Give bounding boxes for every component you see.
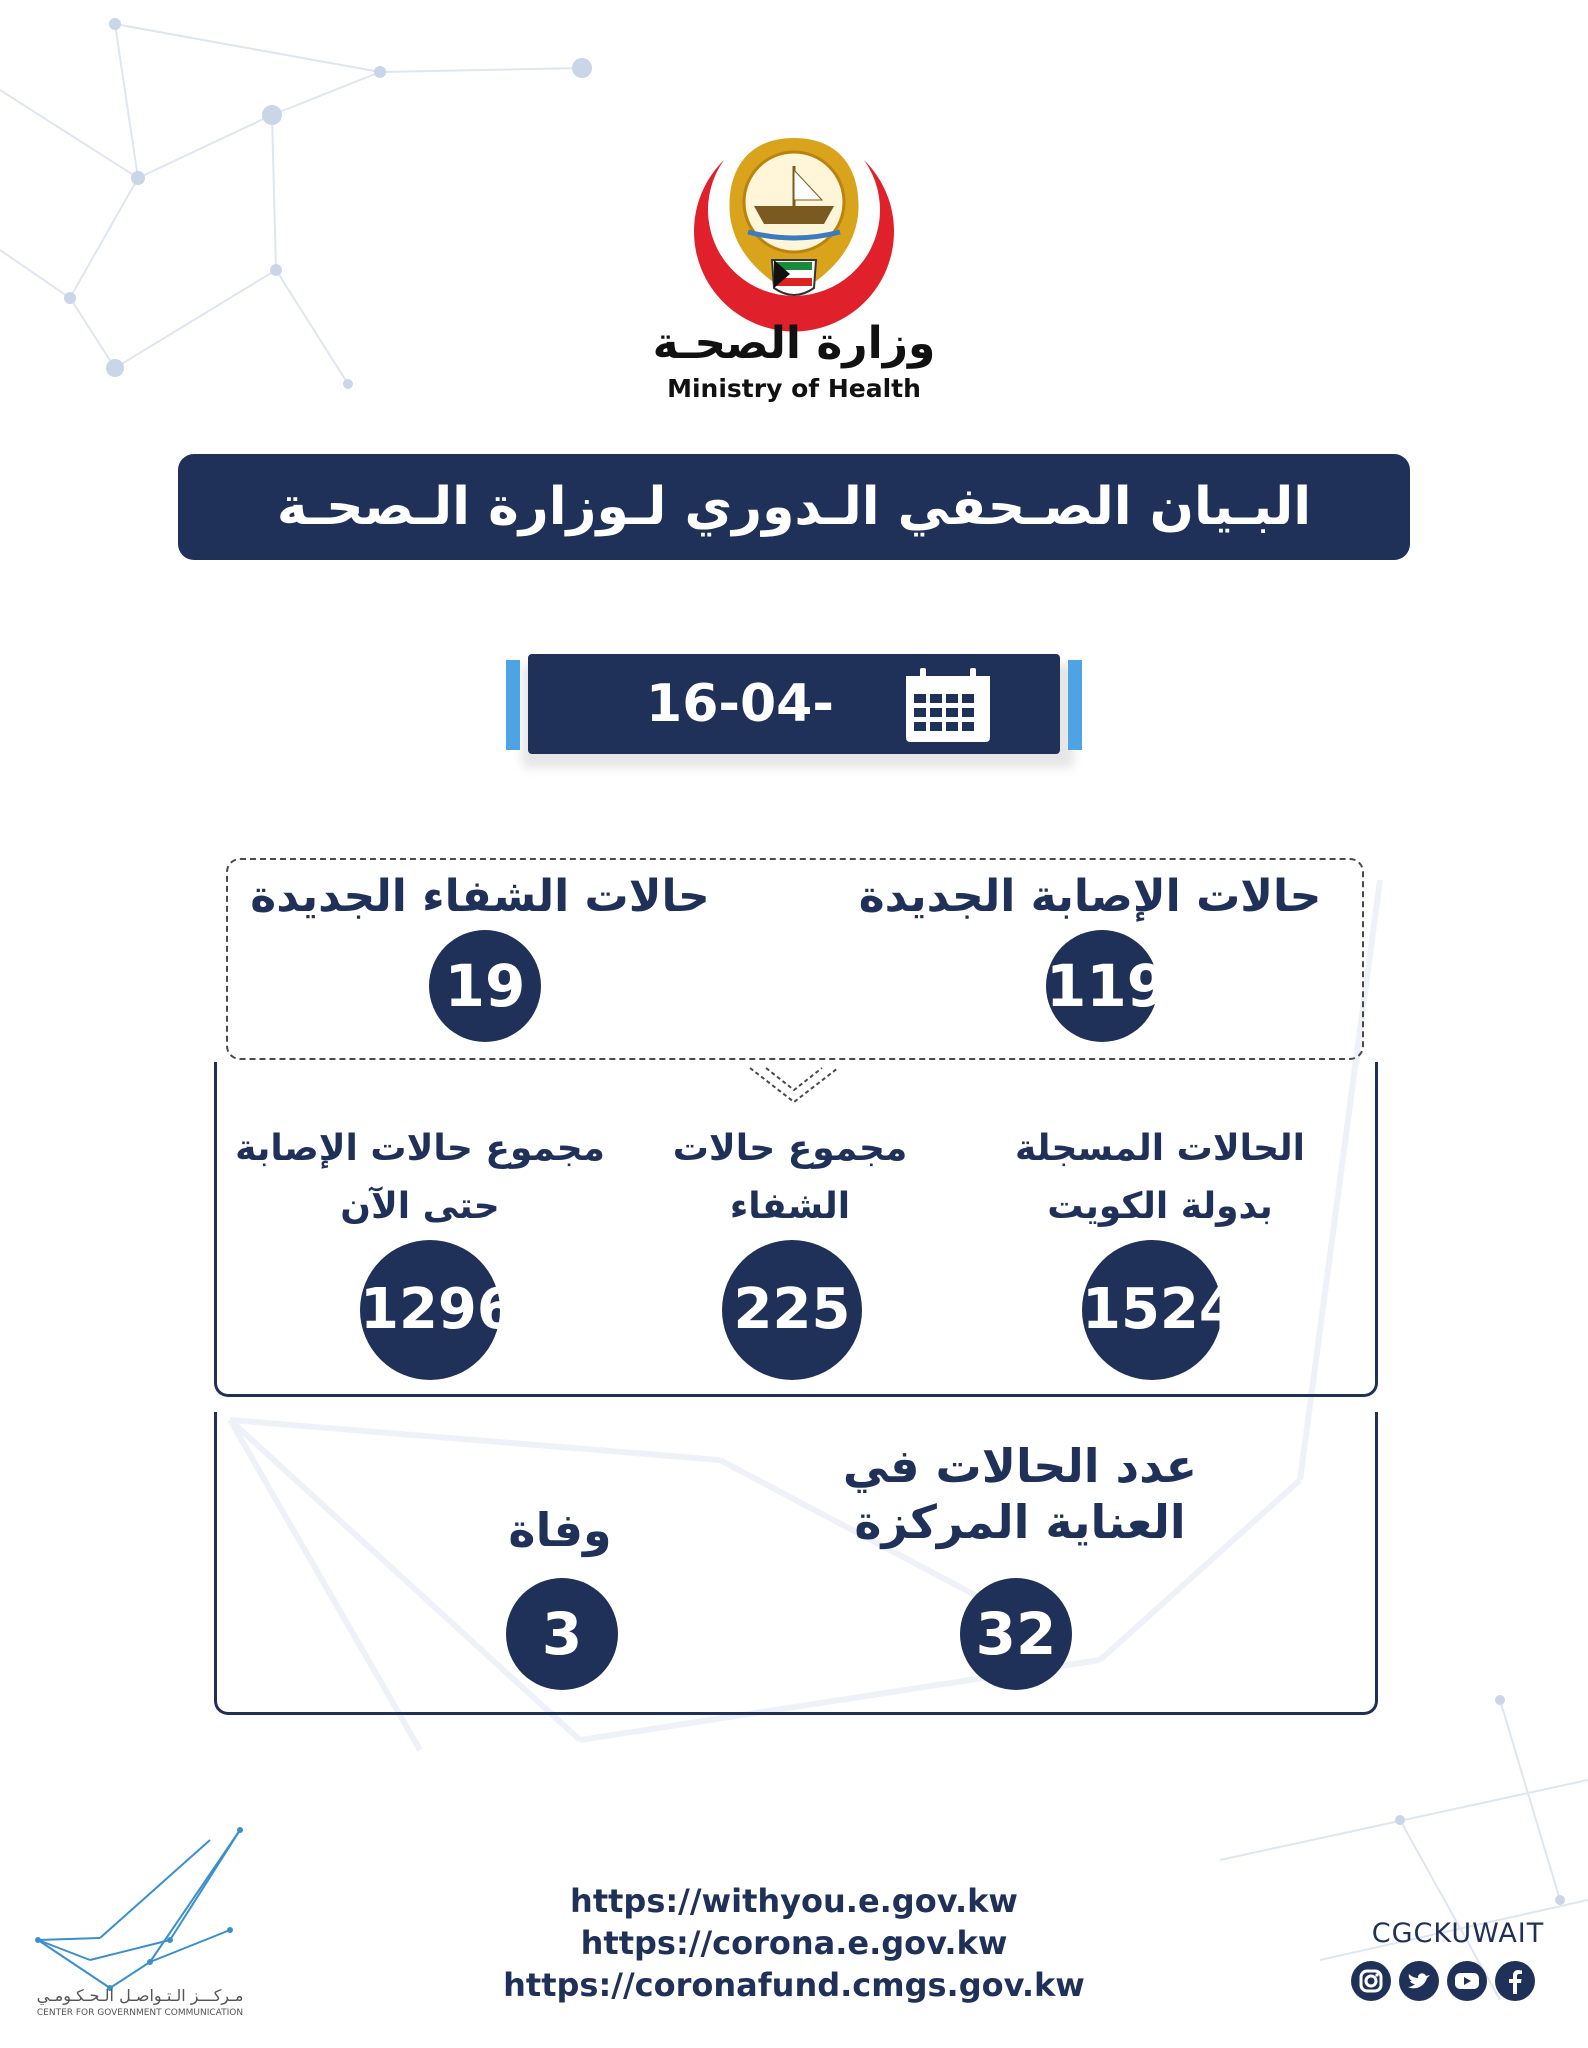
date-accent-left [506, 660, 520, 750]
youtube-icon[interactable] [1446, 1960, 1488, 2002]
new-cases-value: 119 [1046, 930, 1158, 1042]
url-corona[interactable]: https://corona.e.gov.kw [580, 1924, 1008, 1962]
ministry-name-english: Ministry of Health [667, 374, 921, 403]
icu-label-line1: عدد الحالات في [842, 1439, 1198, 1493]
total-recoveries-value: 225 [722, 1240, 862, 1380]
ministry-emblem [684, 120, 904, 340]
twitter-icon[interactable] [1398, 1960, 1440, 2002]
calendar-icon [902, 666, 994, 746]
instagram-icon[interactable] [1350, 1960, 1392, 2002]
cgc-name-english: CENTER FOR GOVERNMENT COMMUNICATION [36, 2008, 244, 2018]
total-active-value: 1296 [360, 1240, 500, 1380]
deaths-value: 3 [506, 1578, 618, 1690]
deaths-label: وفاة [508, 1503, 612, 1557]
total-active-label-line2: حتى الآن [340, 1186, 500, 1227]
date-value: 16-04-2020 [646, 674, 834, 834]
new-cases-label: حالات الإصابة الجديدة [858, 871, 1322, 922]
facebook-icon[interactable] [1494, 1960, 1536, 2002]
new-recoveries-value: 19 [429, 930, 541, 1042]
ministry-name-arabic: وزارة الصحـة [652, 318, 936, 369]
url-coronafund[interactable]: https://coronafund.cmgs.gov.kw [503, 1966, 1085, 2004]
total-recoveries-label-line1: مجموع حالات [672, 1128, 908, 1169]
date-accent-right [1068, 660, 1082, 750]
registered-cases-value: 1524 [1082, 1240, 1222, 1380]
total-active-label-line1: مجموع حالات الإصابة [235, 1128, 605, 1169]
cgc-name-arabic: مـركـــز الـتـواصـل الـحـكـومـي [36, 1986, 244, 2005]
icu-label-line2: العناية المركزة [854, 1495, 1186, 1549]
total-recoveries-label-line2: الشفاء [729, 1186, 851, 1227]
cgc-logo-icon [30, 1820, 250, 2010]
new-recoveries-label: حالات الشفاء الجديدة [250, 871, 710, 922]
registered-cases-label-line2: بدولة الكويت [1047, 1186, 1273, 1227]
url-withyou[interactable]: https://withyou.e.gov.kw [570, 1882, 1018, 1920]
page-title: البـيان الصـحفي الـدوري لـوزارة الـصحـة [276, 477, 1312, 537]
brand-handle: CGCKUWAIT [1371, 1918, 1545, 1949]
icu-value: 32 [960, 1578, 1072, 1690]
registered-cases-label-line1: الحالات المسجلة [1015, 1128, 1305, 1169]
